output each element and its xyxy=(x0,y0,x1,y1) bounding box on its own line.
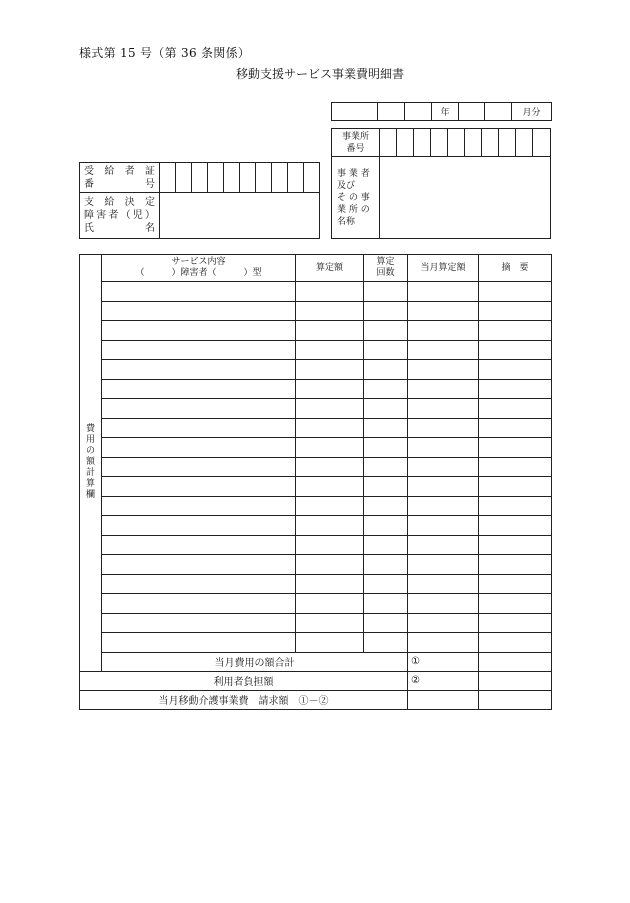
fee-entry-row xyxy=(80,613,552,633)
user-burden-value[interactable] xyxy=(479,671,552,690)
service-content-cell[interactable] xyxy=(102,321,296,341)
amount-cell[interactable] xyxy=(296,496,364,516)
fee-entry-row xyxy=(80,574,552,594)
office-number-digit[interactable] xyxy=(431,129,448,157)
count-header: 算定 回数 xyxy=(364,255,408,282)
notes-cell[interactable] xyxy=(479,282,552,302)
monthly-amount-cell[interactable] xyxy=(408,535,479,555)
service-content-cell[interactable] xyxy=(102,613,296,633)
claim-amount-label: 当月移動介護事業費 請求額 ①－② xyxy=(80,690,408,709)
monthly-amount-cell[interactable] xyxy=(408,399,479,419)
fee-entry-row xyxy=(80,418,552,438)
monthly-amount-cell[interactable] xyxy=(408,282,479,302)
notes-cell[interactable] xyxy=(479,574,552,594)
service-content-cell[interactable] xyxy=(102,399,296,419)
count-cell[interactable] xyxy=(364,379,408,399)
amount-cell[interactable] xyxy=(296,438,364,458)
recipient-name-label: 支 給 決 定 障害者（児） 氏 名 xyxy=(80,193,160,239)
notes-cell[interactable] xyxy=(479,321,552,341)
office-number-digit[interactable] xyxy=(482,129,499,157)
amount-cell[interactable] xyxy=(296,574,364,594)
certificate-number-digit[interactable] xyxy=(160,163,176,193)
amount-cell[interactable] xyxy=(296,399,364,419)
fee-entry-row xyxy=(80,399,552,419)
count-cell[interactable] xyxy=(364,574,408,594)
monthly-amount-cell[interactable] xyxy=(408,594,479,614)
notes-cell[interactable] xyxy=(479,438,552,458)
amount-cell[interactable] xyxy=(296,535,364,555)
burden-mark: ② xyxy=(408,671,479,690)
amount-cell[interactable] xyxy=(296,360,364,380)
notes-cell[interactable] xyxy=(479,496,552,516)
fee-entry-row xyxy=(80,477,552,497)
monthly-amount-cell[interactable] xyxy=(408,574,479,594)
count-cell[interactable] xyxy=(364,594,408,614)
monthly-amount-cell[interactable] xyxy=(408,613,479,633)
service-content-cell[interactable] xyxy=(102,379,296,399)
amount-cell[interactable] xyxy=(296,418,364,438)
service-content-cell[interactable] xyxy=(102,360,296,380)
year-digit-cell[interactable] xyxy=(378,103,405,121)
certificate-number-digit[interactable] xyxy=(304,163,320,193)
monthly-amount-cell[interactable] xyxy=(408,301,479,321)
date-box xyxy=(331,102,552,121)
total-mark: ① xyxy=(408,652,479,671)
fee-calculation-side-label: 費 用 の 額 計 算 欄 xyxy=(80,255,102,672)
service-content-cell[interactable] xyxy=(102,496,296,516)
month-label: 月分 xyxy=(512,103,552,121)
certificate-number-digit[interactable] xyxy=(240,163,256,193)
amount-cell[interactable] xyxy=(296,477,364,497)
year-label: 年 xyxy=(432,103,459,121)
amount-cell[interactable] xyxy=(296,633,364,653)
service-content-cell[interactable] xyxy=(102,438,296,458)
amount-cell[interactable] xyxy=(296,340,364,360)
fee-entry-row xyxy=(80,496,552,516)
amount-cell[interactable] xyxy=(296,613,364,633)
count-cell[interactable] xyxy=(364,516,408,536)
office-number-digit[interactable] xyxy=(380,129,397,157)
count-cell[interactable] xyxy=(364,535,408,555)
year-digit-cell[interactable] xyxy=(405,103,432,121)
certificate-number-digit[interactable] xyxy=(288,163,304,193)
notes-cell[interactable] xyxy=(479,477,552,497)
amount-cell[interactable] xyxy=(296,457,364,477)
monthly-total-value[interactable] xyxy=(479,652,552,671)
notes-cell[interactable] xyxy=(479,457,552,477)
count-cell[interactable] xyxy=(364,555,408,575)
fee-entry-row xyxy=(80,457,552,477)
recipient-box xyxy=(79,162,320,239)
count-cell[interactable] xyxy=(364,321,408,341)
notes-cell[interactable] xyxy=(479,360,552,380)
monthly-amount-cell[interactable] xyxy=(408,477,479,497)
office-name-field[interactable] xyxy=(380,157,551,239)
fee-entry-row xyxy=(80,321,552,341)
office-number-digit[interactable] xyxy=(516,129,533,157)
notes-cell[interactable] xyxy=(479,379,552,399)
office-number-digit[interactable] xyxy=(414,129,431,157)
fee-entry-row xyxy=(80,555,552,575)
office-number-digit[interactable] xyxy=(397,129,414,157)
notes-cell[interactable] xyxy=(479,418,552,438)
certificate-number-digit[interactable] xyxy=(208,163,224,193)
service-content-cell[interactable] xyxy=(102,555,296,575)
notes-cell[interactable] xyxy=(479,340,552,360)
document-title: 移動支援サービス事業費明細書 xyxy=(235,67,404,81)
service-content-cell[interactable] xyxy=(102,594,296,614)
fee-entry-row xyxy=(80,535,552,555)
notes-cell[interactable] xyxy=(479,613,552,633)
office-box xyxy=(331,128,551,239)
service-content-cell[interactable] xyxy=(102,301,296,321)
service-content-cell[interactable] xyxy=(102,516,296,536)
office-number-digit[interactable] xyxy=(465,129,482,157)
office-number-digit[interactable] xyxy=(533,129,551,157)
service-content-cell[interactable] xyxy=(102,633,296,653)
user-burden-label: 利用者負担額 xyxy=(80,671,408,690)
notes-cell[interactable] xyxy=(479,516,552,536)
fee-entry-row xyxy=(80,379,552,399)
notes-cell[interactable] xyxy=(479,535,552,555)
notes-cell[interactable] xyxy=(479,301,552,321)
certificate-number-digit[interactable] xyxy=(224,163,240,193)
amount-cell[interactable] xyxy=(296,282,364,302)
service-content-header: サービス内容 （ ）障害者（ ）型 xyxy=(102,255,296,282)
count-cell[interactable] xyxy=(364,477,408,497)
service-content-cell[interactable] xyxy=(102,340,296,360)
monthly-amount-cell[interactable] xyxy=(408,516,479,536)
count-cell[interactable] xyxy=(364,360,408,380)
date-era-cell[interactable] xyxy=(332,103,378,121)
month-digit-cell[interactable] xyxy=(459,103,485,121)
notes-cell[interactable] xyxy=(479,633,552,653)
month-digit-cell[interactable] xyxy=(485,103,512,121)
fee-entry-row xyxy=(80,301,552,321)
notes-cell[interactable] xyxy=(479,555,552,575)
notes-cell[interactable] xyxy=(479,399,552,419)
form-number: 様式第 15 号（第 36 条関係） xyxy=(79,46,251,60)
notes-cell[interactable] xyxy=(479,594,552,614)
office-number-label: 事業所 番号 xyxy=(332,129,380,157)
monthly-amount-cell[interactable] xyxy=(408,360,479,380)
count-cell[interactable] xyxy=(364,399,408,419)
fee-entry-row xyxy=(80,340,552,360)
claim-amount-value[interactable] xyxy=(408,690,479,709)
fee-calculation-table xyxy=(79,254,552,710)
monthly-amount-cell[interactable] xyxy=(408,379,479,399)
certificate-number-digit[interactable] xyxy=(256,163,272,193)
certificate-number-digit[interactable] xyxy=(176,163,192,193)
claim-amount-notes[interactable] xyxy=(479,690,552,709)
fee-entry-row xyxy=(80,594,552,614)
office-number-digit[interactable] xyxy=(499,129,516,157)
certificate-number-digit[interactable] xyxy=(192,163,208,193)
monthly-amount-cell[interactable] xyxy=(408,418,479,438)
count-cell[interactable] xyxy=(364,282,408,302)
fee-entry-row xyxy=(80,516,552,536)
amount-cell[interactable] xyxy=(296,379,364,399)
service-content-cell[interactable] xyxy=(102,457,296,477)
fee-entry-row xyxy=(80,360,552,380)
service-content-cell[interactable] xyxy=(102,418,296,438)
amount-header: 算定額 xyxy=(296,255,364,282)
monthly-total-label: 当月費用の額合計 xyxy=(102,652,408,671)
certificate-number-digit[interactable] xyxy=(272,163,288,193)
fee-entry-row xyxy=(80,282,552,302)
monthly-amount-cell[interactable] xyxy=(408,340,479,360)
amount-cell[interactable] xyxy=(296,321,364,341)
monthly-amount-cell[interactable] xyxy=(408,555,479,575)
monthly-amount-cell[interactable] xyxy=(408,633,479,653)
count-cell[interactable] xyxy=(364,301,408,321)
office-number-digit[interactable] xyxy=(448,129,465,157)
amount-cell[interactable] xyxy=(296,594,364,614)
fee-entry-row xyxy=(80,438,552,458)
notes-header: 摘 要 xyxy=(479,255,552,282)
fee-entry-row xyxy=(80,633,552,653)
count-cell[interactable] xyxy=(364,613,408,633)
count-cell[interactable] xyxy=(364,457,408,477)
service-content-cell[interactable] xyxy=(102,282,296,302)
service-content-cell[interactable] xyxy=(102,477,296,497)
office-name-label: 事 業 者 及び そ の 事 業 所 の 名称 xyxy=(332,157,380,239)
monthly-amount-cell[interactable] xyxy=(408,457,479,477)
service-content-cell[interactable] xyxy=(102,574,296,594)
count-cell[interactable] xyxy=(364,438,408,458)
monthly-amount-cell[interactable] xyxy=(408,438,479,458)
amount-cell[interactable] xyxy=(296,516,364,536)
monthly-amount-header: 当月算定額 xyxy=(408,255,479,282)
count-cell[interactable] xyxy=(364,340,408,360)
amount-cell[interactable] xyxy=(296,555,364,575)
monthly-amount-cell[interactable] xyxy=(408,496,479,516)
monthly-amount-cell[interactable] xyxy=(408,321,479,341)
count-cell[interactable] xyxy=(364,496,408,516)
amount-cell[interactable] xyxy=(296,301,364,321)
certificate-number-label: 受 給 者 証 番 号 xyxy=(80,163,160,193)
count-cell[interactable] xyxy=(364,633,408,653)
count-cell[interactable] xyxy=(364,418,408,438)
recipient-name-field[interactable] xyxy=(160,193,320,239)
service-content-cell[interactable] xyxy=(102,535,296,555)
